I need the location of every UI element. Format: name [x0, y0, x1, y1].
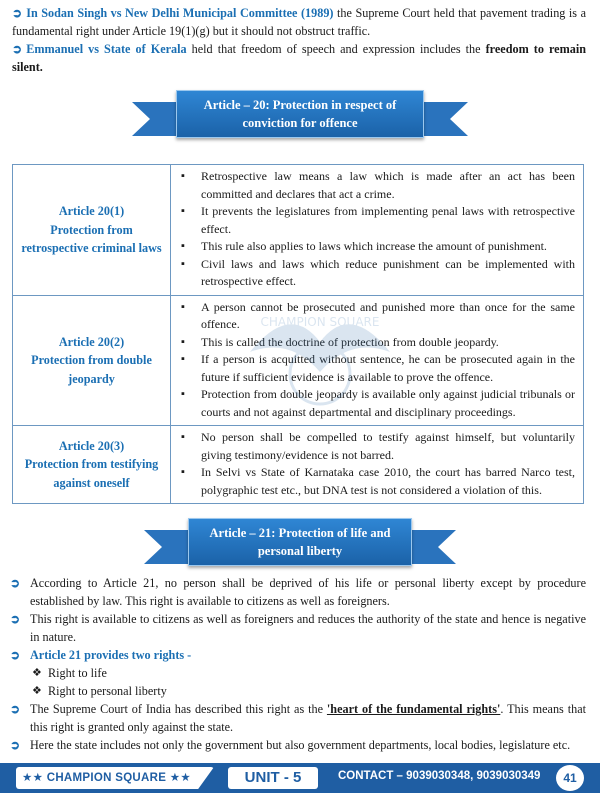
row-content — [171, 295, 584, 426]
bold-phrase: freedom to remain silent. — [12, 42, 586, 74]
row-label-line: Article 20(3) — [58, 438, 125, 453]
banner-line-2: conviction for offence — [242, 116, 358, 130]
row-label — [13, 426, 171, 504]
arrow-bullet-icon: ➲ — [10, 648, 21, 662]
paragraph-emmanuel — [12, 40, 586, 76]
row-label-line: Protection from testifying — [24, 457, 159, 472]
list-item: ▪ Protection from double jeopardy is available only against judicial tribunals or courts and not against departmental and disciplinary proceedings. — [179, 386, 575, 421]
row-label-line: Protection from double — [31, 353, 152, 367]
list-item — [10, 574, 586, 610]
article-20-banner — [0, 80, 600, 144]
list-item: ▪ This is called the doctrine of protection from double jeopardy. — [179, 334, 575, 352]
row-label-line: against oneself — [53, 475, 130, 490]
list-item: ▪ This rule also applies to laws which increase the amount of punishment. — [179, 238, 575, 256]
diamond-bullet-icon: ❖ — [32, 667, 42, 679]
paragraph-text: held that freedom of speech and expression includes the — [186, 42, 486, 56]
table-row — [13, 426, 584, 504]
point-text: According to Article 21, no person shall be deprived of his life or personal liberty except by procedure established by law. This right is available to citizens as well as foreigners. — [30, 576, 586, 608]
banner-line-1: Article – 20: Protection in respect of — [203, 98, 397, 112]
bullet-list — [179, 299, 575, 422]
unit-label: UNIT - 5 — [228, 767, 318, 789]
table-row — [13, 165, 584, 296]
row-content — [171, 426, 584, 504]
case-name: Emmanuel vs State of Kerala — [26, 42, 187, 56]
bullet-list — [179, 429, 575, 499]
list-item: ▪ If a person is acquitted without sentence, he can be prosecuted again in the future if sufficient evidence is available to prove the offence. — [179, 351, 575, 386]
page-footer — [0, 763, 600, 793]
article-21-points — [10, 574, 586, 754]
arrow-bullet-icon: ➲ — [10, 738, 21, 752]
page-number: 41 — [556, 765, 584, 791]
list-item: ▪ In Selvi vs State of Karnataka case 2010, the court has barred Narco test, polygraphic test etc., but DNA test is not considered a violation of this. — [179, 464, 575, 499]
point-heading: Article 21 provides two rights - — [30, 648, 192, 662]
list-item: ▪ A person cannot be prosecuted and punished more than once for the same offence. — [179, 299, 575, 334]
article-21-banner — [0, 508, 600, 572]
sub-point-text: Right to life — [48, 666, 107, 680]
table-row — [13, 295, 584, 426]
article-20-table — [12, 164, 584, 504]
case-name: In Sodan Singh vs New Delhi Municipal Committee (1989) — [26, 6, 334, 20]
list-item: ▪ No person shall be compelled to testify against himself, but voluntarily giving testimony/evidence is not barred. — [179, 429, 575, 464]
row-label-line: Article 20(2) — [58, 334, 125, 349]
row-label-line: jeopardy — [68, 371, 115, 386]
list-item: ▪ Retrospective law means a law which is made after an act has been committed and declares that act a crime. — [179, 168, 575, 203]
row-label-line: Protection from — [50, 222, 133, 237]
point-text: This right is available to citizens as well as foreigners and reduces the authority of the state and hence is negative in nature. — [30, 612, 586, 644]
banner-line-1: Article – 21: Protection of life and — [209, 526, 391, 540]
paragraph-text: the Supreme Court held that pavement trading is a fundamental right under Article 19(1)(g) but it should not obstruct traffic. — [12, 6, 586, 38]
banner-line-2: personal liberty — [257, 544, 343, 558]
list-item: ▪ It prevents the legislatures from implementing penal laws with retrospective effect. — [179, 203, 575, 238]
banner-title — [176, 90, 424, 138]
point-text: The Supreme Court of India has described this right as the — [30, 702, 327, 716]
diamond-bullet-icon: ❖ — [32, 685, 42, 697]
list-item — [10, 700, 586, 736]
sub-list-item — [10, 682, 586, 700]
banner-title — [188, 518, 412, 566]
row-label — [13, 295, 171, 426]
brand-name: ★★ CHAMPION SQUARE ★★ — [22, 772, 191, 784]
list-item — [10, 610, 586, 646]
list-item — [10, 646, 586, 664]
sub-list-item — [10, 664, 586, 682]
contact-info: CONTACT – 9039030348, 9039030349 — [338, 770, 541, 782]
point-text: Here the state includes not only the government but also government departments, local bodies, legislature etc. — [30, 738, 571, 752]
arrow-bullet-icon: ➲ — [12, 6, 23, 20]
list-item: ▪ Civil laws and laws which reduce punishment can be implemented with retrospective effect. — [179, 256, 575, 291]
paragraph-sodan-singh — [12, 4, 586, 40]
watermark-text: CHAMPION SQUARE — [260, 315, 380, 329]
sub-point-text: Right to personal liberty — [48, 684, 167, 698]
list-item — [10, 736, 586, 754]
highlight-phrase: 'heart of the fundamental rights' — [326, 702, 501, 716]
arrow-bullet-icon: ➲ — [10, 702, 21, 716]
row-label-line: retrospective criminal laws — [21, 241, 162, 255]
arrow-bullet-icon: ➲ — [10, 612, 21, 626]
arrow-bullet-icon: ➲ — [12, 42, 23, 56]
arrow-bullet-icon: ➲ — [10, 576, 21, 590]
row-label — [13, 165, 171, 296]
row-content — [171, 165, 584, 296]
row-label-line: Article 20(1) — [58, 204, 125, 218]
point-text: . This means that this right is granted only against the state. — [30, 702, 586, 734]
bullet-list — [179, 168, 575, 291]
